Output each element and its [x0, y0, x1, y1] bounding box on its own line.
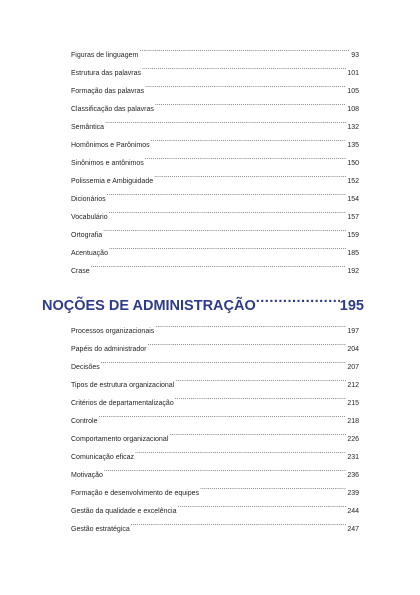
dot-leader	[200, 477, 346, 495]
toc-entry-title: Sinônimos e antônimos	[71, 160, 144, 167]
toc-entry-page: 244	[347, 508, 359, 515]
dot-leader	[91, 255, 347, 273]
toc-entry-title: Acentuação	[71, 250, 108, 257]
toc-entry-title: Figuras de linguagem	[71, 52, 139, 59]
toc-entry-page: 204	[347, 346, 359, 353]
dot-leader	[103, 219, 346, 237]
toc-entry-page: 159	[347, 232, 359, 239]
toc-entry-title: Estrutura das palavras	[71, 70, 142, 77]
toc-entry-title: Decisões	[71, 364, 100, 371]
toc-entry[interactable]	[71, 459, 359, 477]
toc-entry-page: 93	[351, 52, 359, 59]
toc-entry-page: 185	[347, 250, 359, 257]
toc-entry-title: Controle	[71, 418, 98, 425]
dot-leader	[131, 513, 347, 531]
dot-leader	[104, 459, 346, 477]
toc-entry-page: 207	[347, 364, 359, 371]
toc-entry-page: 105	[347, 88, 359, 95]
dot-leader	[107, 183, 347, 201]
toc-entry[interactable]	[71, 237, 359, 255]
toc-entry-page: 231	[347, 454, 359, 461]
dot-leader	[154, 165, 346, 183]
toc-entry-page: 108	[347, 106, 359, 113]
toc-entry-title: Dicionários	[71, 196, 106, 203]
dot-leader	[109, 201, 347, 219]
dot-leader	[145, 75, 346, 93]
toc-entry-title: Formação das palavras	[71, 88, 145, 95]
toc-entry-title: Gestão estratégica	[71, 526, 130, 533]
toc-entry[interactable]	[71, 129, 359, 147]
toc-entry-title: Gestão da qualidade e excelência	[71, 508, 177, 515]
toc-entry[interactable]	[71, 111, 359, 129]
dot-leader	[175, 369, 346, 387]
dot-leader	[256, 288, 340, 310]
toc-entry-page: 247	[347, 526, 359, 533]
toc-entry-title: Formação e desenvolvimento de equipes	[71, 490, 200, 497]
dot-leader	[169, 423, 346, 441]
dot-leader	[145, 147, 347, 165]
toc-entry-page: 197	[347, 328, 359, 335]
toc-entry[interactable]	[71, 315, 359, 333]
toc-entry-title: Comportamento organizacional	[71, 436, 169, 443]
toc-entry-title: Polissemia e Ambiguidade	[71, 178, 154, 185]
toc-entry-page: 150	[347, 160, 359, 167]
dot-leader	[135, 441, 346, 459]
toc-entry[interactable]	[71, 423, 359, 441]
toc-entry-page: 218	[347, 418, 359, 425]
dot-leader	[175, 387, 347, 405]
toc-entry[interactable]	[71, 183, 359, 201]
toc-entry-page: 236	[347, 472, 359, 479]
toc-entry-title: Semântica	[71, 124, 105, 131]
toc-entry-page: 101	[347, 70, 359, 77]
toc-entry-page: 154	[347, 196, 359, 203]
toc-entry-title: Comunicação eficaz	[71, 454, 135, 461]
toc-entry-page: 152	[347, 178, 359, 185]
toc-entry[interactable]	[71, 219, 359, 237]
toc-entry-title: Vocabulário	[71, 214, 108, 221]
toc-entry[interactable]	[71, 201, 359, 219]
toc-entry[interactable]	[71, 255, 359, 273]
section-heading-title: NOÇÕES DE ADMINISTRAÇÃO	[42, 298, 256, 314]
toc-entry-title: Motivação	[71, 472, 103, 479]
toc-entry-page: 215	[347, 400, 359, 407]
toc-entry-page: 192	[347, 268, 359, 275]
toc-entry-title: Critérios de departamentalização	[71, 400, 174, 407]
toc-entry[interactable]	[71, 39, 359, 57]
toc-list-portugues	[71, 39, 359, 273]
toc-entry-title: Crase	[71, 268, 90, 275]
toc-list-administracao	[71, 315, 359, 531]
toc-entry-title: Homônimos e Parônimos	[71, 142, 150, 149]
toc-entry-title: Processos organizacionais	[71, 328, 155, 335]
dot-leader	[98, 405, 346, 423]
toc-entry-page: 239	[347, 490, 359, 497]
toc-entry-page: 212	[347, 382, 359, 389]
dot-leader	[155, 93, 346, 111]
dot-leader	[105, 111, 346, 129]
toc-entry-page: 226	[347, 436, 359, 443]
dot-leader	[155, 315, 346, 333]
dot-leader	[139, 39, 350, 57]
dot-leader	[151, 129, 347, 147]
toc-entry-page: 135	[347, 142, 359, 149]
toc-entry[interactable]	[71, 351, 359, 369]
dot-leader	[177, 495, 346, 513]
dot-leader	[148, 333, 347, 351]
dot-leader	[109, 237, 346, 255]
toc-entry[interactable]	[71, 405, 359, 423]
toc-entry-page: 132	[347, 124, 359, 131]
dot-leader	[101, 351, 347, 369]
dot-leader	[142, 57, 346, 75]
toc-entry-title: Tipos de estrutura organizacional	[71, 382, 175, 389]
section-heading[interactable]	[42, 288, 364, 314]
toc-entry-title: Ortografia	[71, 232, 103, 239]
toc-entry[interactable]	[71, 477, 359, 495]
section-heading-page: 195	[339, 298, 364, 314]
toc-entry-title: Classificação das palavras	[71, 106, 154, 113]
toc-entry-page: 157	[347, 214, 359, 221]
toc-entry-title: Papéis do administrador	[71, 346, 147, 353]
toc-entry[interactable]	[71, 369, 359, 387]
